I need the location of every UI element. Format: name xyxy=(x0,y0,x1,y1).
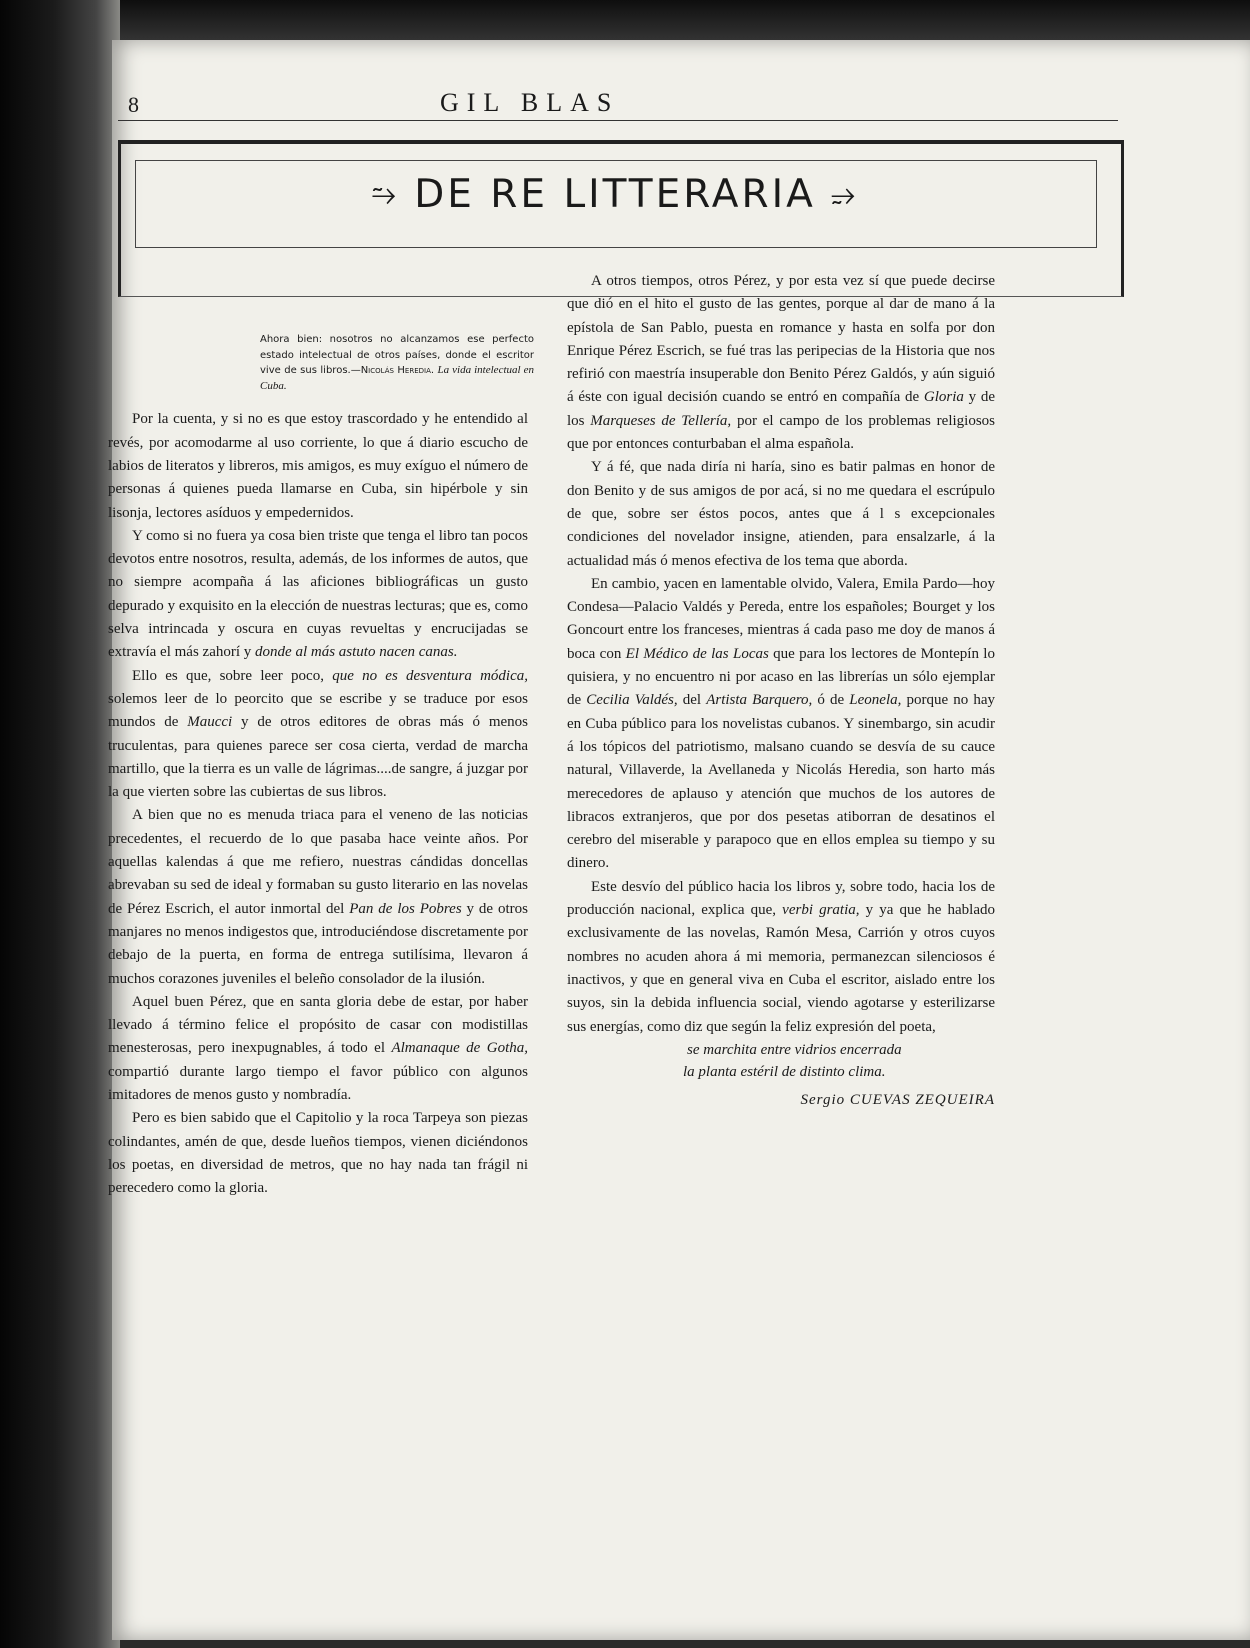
text-run: Pero es bien sabido que el Capitolio y la roca Tarpeya son piezas colindantes, amén de que, desde lueños tiempos, vienen diciéndonos los poetas, en diversidad de metros, que no hay nada tan frágil ni perecedero como la gloria. xyxy=(108,1110,528,1197)
italic-run: Almanaque de Gotha, xyxy=(391,1040,529,1057)
section-title xyxy=(135,172,1095,217)
text-run: y ya que he hablado exclusivamente de las novelas, Ramón Mesa, Carrión y otros cuyos nombres no acuden ahora á mi memoria, permanezcan silenciosos é inactivos, y que en general viva en Cuba el escritor, aislado entre los suyos, sin la debida influencia social, viendo agotarse y esterilizarse sus energías, como diz que según la feliz expresión del poeta, xyxy=(567,902,995,1035)
text-run: ó de xyxy=(812,692,850,709)
page-number: 8 xyxy=(128,92,139,117)
text-run: que para los lectores de Montepín lo quisiera, y no encuentro ni por acaso en las librerías un sólo ejemplar de xyxy=(567,645,995,709)
epigraph-text: Ahora bien: nosotros no alcanzamos ese perfecto estado intelectual de otros países, donde el escritor vive de sus libros.— xyxy=(260,334,534,377)
italic-run: Cecilia Valdés, xyxy=(586,692,678,709)
epigraph-author: Nicolás Heredia. xyxy=(360,365,435,377)
text-run: por el campo de los problemas religiosos que por entonces conturbaban el alma española. xyxy=(567,412,996,453)
right-column xyxy=(567,270,995,1112)
book-spine xyxy=(0,0,120,1648)
paragraph xyxy=(108,1107,528,1200)
ornament-right-icon: ⥴ xyxy=(831,177,859,212)
epigraph xyxy=(260,332,534,394)
italic-run: Gloria xyxy=(923,389,964,406)
header-rule xyxy=(118,120,1118,121)
italic-run: verbi gratia, xyxy=(782,902,860,919)
italic-run: Leonela, xyxy=(849,692,902,709)
verse-quote xyxy=(567,1039,995,1083)
ornament-left-icon: ⥲ xyxy=(371,177,399,212)
right-column-body xyxy=(567,270,995,1039)
verse-line: la planta estéril de distinto clima. xyxy=(683,1063,886,1080)
text-run: y de los xyxy=(567,389,995,429)
text-run: del xyxy=(677,692,707,709)
section-title-text: DE RE LITTERARIA xyxy=(414,172,816,217)
text-run: Y á fé, que nada diría ni haría, sino es batir palmas en honor de don Benito y de sus amigos de por acá, si no me quedara el escrúpulo de que, sobre ser éstos pocos, antes que á l s excepcionales condiciones del novelador insigne, atienden, para ensalzarle, á la actualidad más ó menos efectiva de los tema que aborda. xyxy=(567,459,995,569)
text-run: Aquel buen Pérez, que en santa gloria debe de estar, por haber llevado á término felice el propósito de casar con modistillas menesterosas, pero inexpugnables, á todo el xyxy=(108,993,528,1057)
paragraph xyxy=(108,804,528,990)
italic-run: Marqueses de Tellería, xyxy=(590,412,732,429)
paragraph xyxy=(567,456,995,572)
paragraph xyxy=(108,525,528,665)
italic-run: El Médico de las Locas xyxy=(625,645,769,662)
text-run: Y como si no fuera ya cosa bien triste que tenga el libro tan pocos devotos entre nosotros, resulta, además, de los informes de autos, que no siempre acompaña á las aficiones bibliográficas un gusto depurado y exquisito en la elección de nuestras lecturas; que es, como selva intrincada y oscura en cuyas revueltas y encrucijadas se extravía el más zahorí y xyxy=(108,527,528,661)
paragraph xyxy=(108,665,528,805)
text-run: compartió durante largo tiempo el favor público con algunos imitadores de menos gusto y nombradía. xyxy=(108,1063,528,1103)
text-run: y de otros manjares no menos indigestos que, introduciéndose discretamente por debajo de la puerta, en forma de entrega sutilísima, llevaron á muchos corazones juveniles el beleño consolador de la ilusión. xyxy=(108,900,528,987)
left-column xyxy=(108,332,534,1200)
text-run: Ello es que, sobre leer poco, xyxy=(132,667,333,684)
paragraph xyxy=(567,270,995,456)
text-run: solemos leer de lo peorcito que se escribe y se traduce por esos mundos de xyxy=(108,690,528,731)
text-run: A bien que no es menuda triaca para el veneno de las noticias precedentes, el recuerdo de lo que pasaba hace veinte años. Por aquellas kalendas á que me refiero, nuestras cándidas doncellas abrevaban su sed de ideal y formaban su gusto literario en las novelas de Pérez Escrich, el autor inmortal del xyxy=(108,807,528,917)
epigraph-work: La vida intelectual en Cuba. xyxy=(260,364,534,392)
text-run: Este desvío del público hacia los libros y, sobre todo, hacia los de producción nacional, explica que, xyxy=(567,878,995,919)
italic-run: Maucci xyxy=(187,714,233,731)
text-run: Por la cuenta, y si no es que estoy trascordado y he entendido al revés, por acomodarme al uso corriente, lo que á diario escucho de labios de literatos y libreros, mis amigos, es muy exíguo el número de personas á quienes pueda llamarse en Cuba, sin hipérbole y sin lisonja, lectores asíduos y empedernidos. xyxy=(108,411,528,521)
verse-line: se marchita entre vidrios encerrada xyxy=(687,1041,902,1058)
paragraph xyxy=(108,408,528,524)
italic-run: Artista Barquero, xyxy=(706,692,813,709)
text-run: porque no hay en Cuba público para los novelistas cubanos. Y sinembargo, sin acudir á los tópicos del patriotismo, malsano cuando se desvía de su cauce natural, Villaverde, la Avellaneda y Nicolás Heredia, son harto más merecedores de aplauso y atención que muchos de los autores de libracos extranjeros, que por dos pesetas atiborran de desatinos el cerebro del miserable y parapoco que en ellos emplea su tiempo y su dinero. xyxy=(567,692,995,872)
paragraph xyxy=(567,876,995,1039)
text-run: En cambio, yacen en lamentable olvido, Valera, Emila Pardo—hoy Condesa—Palacio Valdés y Pereda, entre los españoles; Bourget y los Goncourt entre los franceses, mientras á cada paso me doy de manos á boca con xyxy=(567,575,995,662)
left-column-body xyxy=(108,408,528,1200)
running-title: GIL BLAS xyxy=(440,88,620,117)
text-run: y de otros editores de obras más ó menos truculentas, para quienes parece ser cosa cierta, verdad de marcha martillo, que la tierra es un valle de lágrimas....de sangre, á juzgar por la que vierten sobre las cubiertas de sus libros. xyxy=(108,714,528,801)
text-run: A otros tiempos, otros Pérez, y por esta vez sí que puede decirse que dió en el hito el gusto de las gentes, porque al dar de mano á la epístola de San Pablo, puesta en romance y hasta en solfa por don Enrique Pérez Escrich, se fué tras las peripecias de la Historia que nos refirió con maestría insuperable don Benito Pérez Galdós, y aún siguió á éste con igual decisión cuando se entró en compañía de xyxy=(567,273,995,406)
author-signature: Sergio CUEVAS ZEQUEIRA xyxy=(800,1091,995,1108)
italic-run: donde al más astuto nacen canas. xyxy=(255,644,458,661)
paragraph xyxy=(567,573,995,876)
italic-run: que no es desventura módica, xyxy=(332,667,528,684)
italic-run: Pan de los Pobres xyxy=(349,900,462,917)
paragraph xyxy=(108,991,528,1107)
